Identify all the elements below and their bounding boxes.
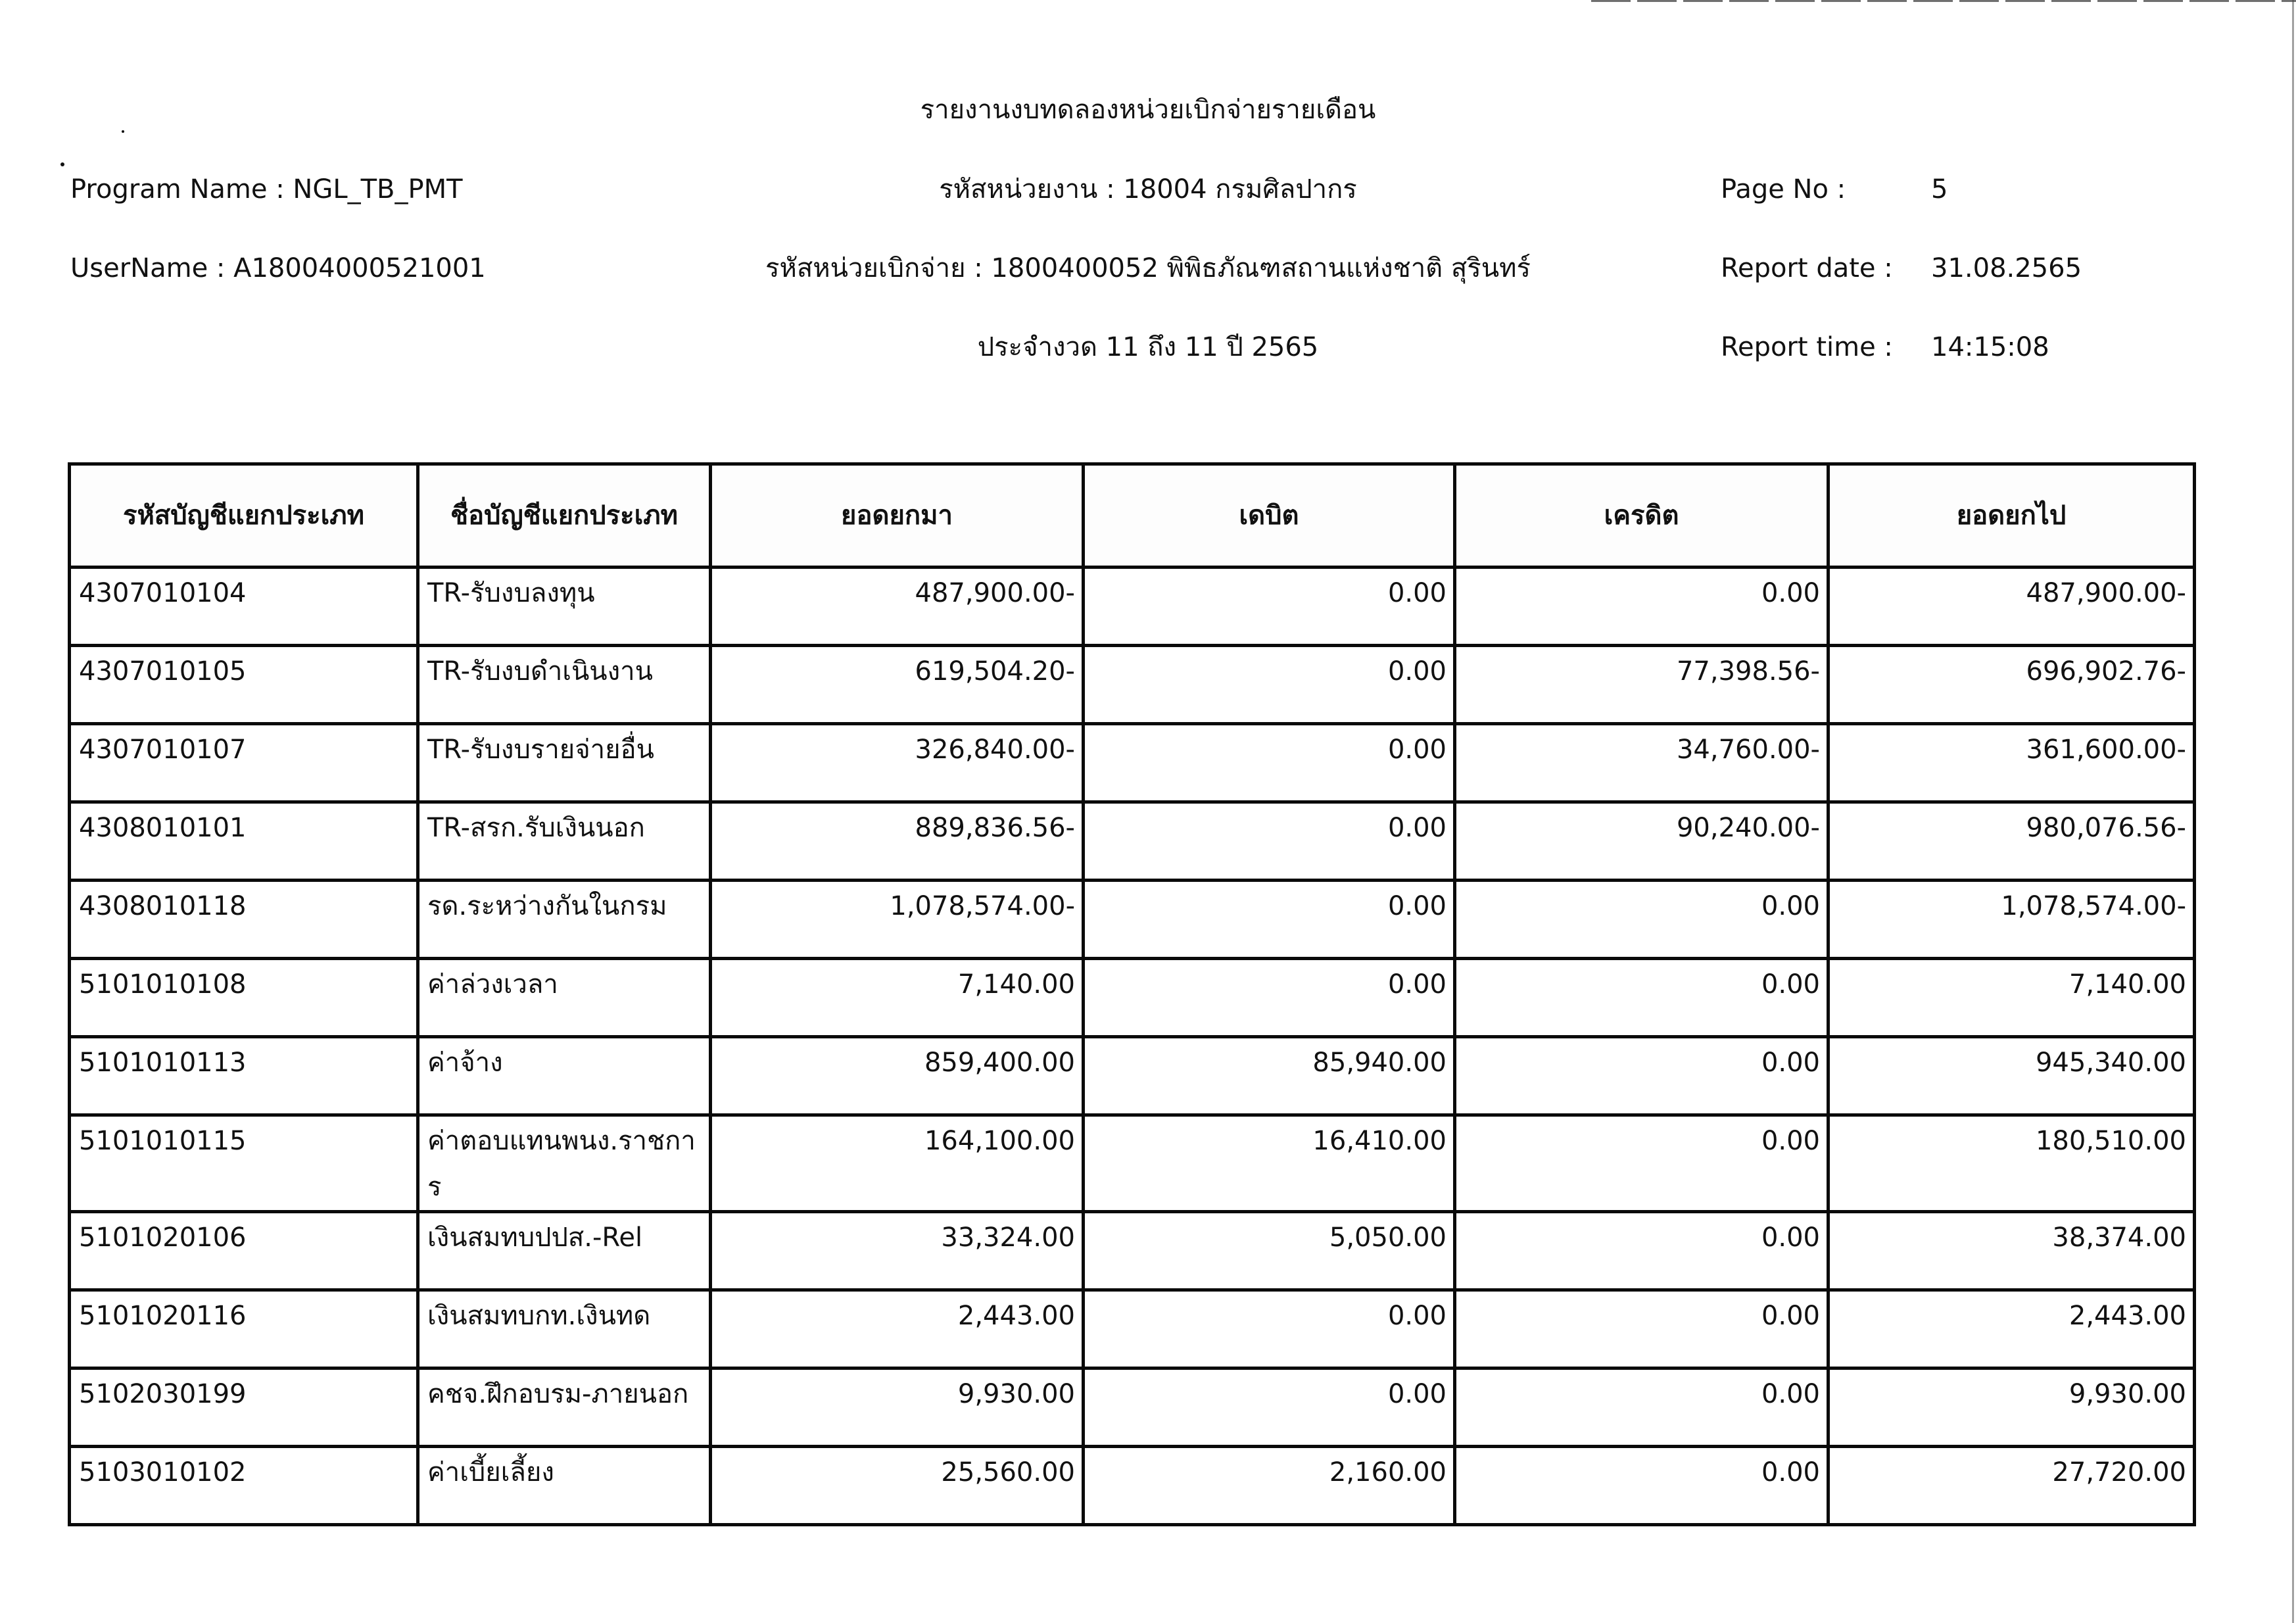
opening-balance-cell: 7,140.00 xyxy=(711,959,1084,1037)
program-name-label: Program Name : xyxy=(70,174,285,205)
credit-cell: 0.00 xyxy=(1455,1037,1829,1115)
page-no-value: 5 xyxy=(1931,174,1948,205)
credit-cell: 0.00 xyxy=(1455,1369,1829,1447)
account-code-cell: 5103010102 xyxy=(70,1447,418,1525)
debit-cell: 0.00 xyxy=(1084,959,1455,1037)
opening-balance-cell: 33,324.00 xyxy=(711,1212,1084,1290)
debit-cell: 2,160.00 xyxy=(1084,1447,1455,1525)
account-name-cell: ค่าตอบแทนพนง.ราชการ xyxy=(418,1115,711,1212)
table-row xyxy=(70,1447,2195,1525)
table-row xyxy=(70,959,2195,1037)
account-code-cell: 4307010107 xyxy=(70,724,418,802)
account-name-cell: รด.ระหว่างกันในกรม xyxy=(418,881,711,959)
col-header-opening-balance: ยอดยกมา xyxy=(711,464,1084,568)
scan-speck xyxy=(122,130,124,133)
credit-cell: 0.00 xyxy=(1455,1212,1829,1290)
table-row xyxy=(70,1212,2195,1290)
credit-cell: 77,398.56- xyxy=(1455,646,1829,724)
credit-cell: 0.00 xyxy=(1455,1115,1829,1212)
account-name-cell: คชจ.ฝึกอบรม-ภายนอก xyxy=(418,1369,711,1447)
debit-cell: 0.00 xyxy=(1084,1369,1455,1447)
table-row xyxy=(70,802,2195,881)
opening-balance-cell: 1,078,574.00- xyxy=(711,881,1084,959)
debit-cell: 0.00 xyxy=(1084,802,1455,881)
debit-cell: 0.00 xyxy=(1084,568,1455,646)
debit-cell: 5,050.00 xyxy=(1084,1212,1455,1290)
account-name-cell: TR-รับงบรายจ่ายอื่น xyxy=(418,724,711,802)
opening-balance-cell: 164,100.00 xyxy=(711,1115,1084,1212)
col-header-closing-balance: ยอดยกไป xyxy=(1829,464,2195,568)
opening-balance-cell: 859,400.00 xyxy=(711,1037,1084,1115)
opening-balance-cell: 619,504.20- xyxy=(711,646,1084,724)
page-edge-top xyxy=(1591,0,2296,2)
account-name-cell: เงินสมทบกท.เงินทด xyxy=(418,1290,711,1369)
report-date-label: Report date : xyxy=(1721,253,1893,283)
debit-cell: 16,410.00 xyxy=(1084,1115,1455,1212)
debit-cell: 85,940.00 xyxy=(1084,1037,1455,1115)
credit-cell: 90,240.00- xyxy=(1455,802,1829,881)
account-name-cell: TR-สรก.รับเงินนอก xyxy=(418,802,711,881)
table-row xyxy=(70,568,2195,646)
credit-cell: 34,760.00- xyxy=(1455,724,1829,802)
debit-cell: 0.00 xyxy=(1084,1290,1455,1369)
table-row xyxy=(70,1290,2195,1369)
debit-cell: 0.00 xyxy=(1084,881,1455,959)
closing-balance-cell: 696,902.76- xyxy=(1829,646,2195,724)
user-name-value: A18004000521001 xyxy=(233,253,486,283)
credit-cell: 0.00 xyxy=(1455,1290,1829,1369)
account-code-cell: 5102030199 xyxy=(70,1369,418,1447)
account-code-cell: 5101010115 xyxy=(70,1115,418,1212)
opening-balance-cell: 326,840.00- xyxy=(711,724,1084,802)
opening-balance-cell: 889,836.56- xyxy=(711,802,1084,881)
opening-balance-cell: 2,443.00 xyxy=(711,1290,1084,1369)
col-header-credit: เครดิต xyxy=(1455,464,1829,568)
trial-balance-table xyxy=(68,462,2196,1526)
closing-balance-cell: 1,078,574.00- xyxy=(1829,881,2195,959)
debit-cell: 0.00 xyxy=(1084,724,1455,802)
table-row xyxy=(70,724,2195,802)
closing-balance-cell: 2,443.00 xyxy=(1829,1290,2195,1369)
opening-balance-cell: 9,930.00 xyxy=(711,1369,1084,1447)
user-name-label: UserName : xyxy=(70,253,226,283)
table-row xyxy=(70,1037,2195,1115)
report-date-value: 31.08.2565 xyxy=(1931,253,2082,283)
col-header-account-name: ชื่อบัญชีแยกประเภท xyxy=(418,464,711,568)
account-code-cell: 4308010101 xyxy=(70,802,418,881)
report-title: รายงานงบทดลองหน่วยเบิกจ่ายรายเดือน xyxy=(920,95,1376,125)
scan-speck xyxy=(60,162,64,166)
account-name-cell: ค่าล่วงเวลา xyxy=(418,959,711,1037)
closing-balance-cell: 980,076.56- xyxy=(1829,802,2195,881)
account-code-cell: 5101010108 xyxy=(70,959,418,1037)
closing-balance-cell: 9,930.00 xyxy=(1829,1369,2195,1447)
program-name-value: NGL_TB_PMT xyxy=(293,174,463,205)
closing-balance-cell: 38,374.00 xyxy=(1829,1212,2195,1290)
table-row xyxy=(70,881,2195,959)
account-name-cell: TR-รับงบลงทุน xyxy=(418,568,711,646)
table-row xyxy=(70,646,2195,724)
account-name-cell: เงินสมทบปปส.-Rel xyxy=(418,1212,711,1290)
table-body xyxy=(70,568,2195,1525)
closing-balance-cell: 945,340.00 xyxy=(1829,1037,2195,1115)
page-edge-right xyxy=(2292,0,2294,1623)
account-code-cell: 5101020106 xyxy=(70,1212,418,1290)
program-name xyxy=(70,176,463,203)
report-time-label: Report time : xyxy=(1721,332,1893,362)
account-code-cell: 5101020116 xyxy=(70,1290,418,1369)
account-code-cell: 5101010113 xyxy=(70,1037,418,1115)
report-time-value: 14:15:08 xyxy=(1931,332,2049,362)
closing-balance-cell: 27,720.00 xyxy=(1829,1447,2195,1525)
opening-balance-cell: 25,560.00 xyxy=(711,1447,1084,1525)
account-name-cell: ค่าเบี้ยเลี้ยง xyxy=(418,1447,711,1525)
period-line: ประจำงวด 11 ถึง 11 ปี 2565 xyxy=(977,332,1319,362)
report-title-row xyxy=(0,97,2296,123)
col-header-debit: เดบิต xyxy=(1084,464,1455,568)
account-code-cell: 4308010118 xyxy=(70,881,418,959)
closing-balance-cell: 180,510.00 xyxy=(1829,1115,2195,1212)
agency-line: รหัสหน่วยงาน : 18004 กรมศิลปากร xyxy=(939,174,1357,205)
opening-balance-cell: 487,900.00- xyxy=(711,568,1084,646)
account-code-cell: 4307010104 xyxy=(70,568,418,646)
closing-balance-cell: 7,140.00 xyxy=(1829,959,2195,1037)
page-no-label: Page No : xyxy=(1721,174,1846,205)
debit-cell: 0.00 xyxy=(1084,646,1455,724)
credit-cell: 0.00 xyxy=(1455,881,1829,959)
user-name xyxy=(70,255,486,281)
account-code-cell: 4307010105 xyxy=(70,646,418,724)
closing-balance-cell: 487,900.00- xyxy=(1829,568,2195,646)
account-name-cell: ค่าจ้าง xyxy=(418,1037,711,1115)
closing-balance-cell: 361,600.00- xyxy=(1829,724,2195,802)
table-header-row xyxy=(70,464,2195,568)
credit-cell: 0.00 xyxy=(1455,1447,1829,1525)
col-header-account-code: รหัสบัญชีแยกประเภท xyxy=(70,464,418,568)
account-name-cell: TR-รับงบดำเนินงาน xyxy=(418,646,711,724)
table-row xyxy=(70,1115,2195,1212)
disbursement-unit-line: รหัสหน่วยเบิกจ่าย : 1800400052 พิพิธภัณฑสถานแห่งชาติ สุรินทร์ xyxy=(765,253,1531,283)
credit-cell: 0.00 xyxy=(1455,959,1829,1037)
table-row xyxy=(70,1369,2195,1447)
credit-cell: 0.00 xyxy=(1455,568,1829,646)
